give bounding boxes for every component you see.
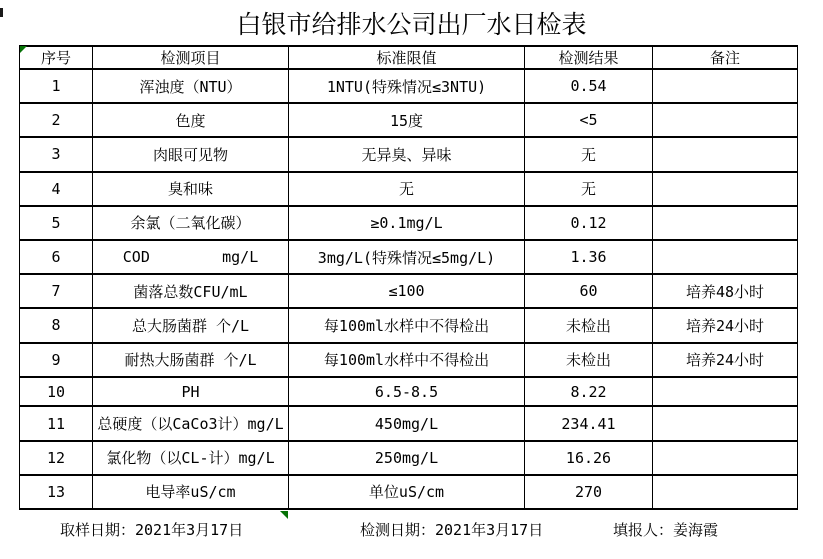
table-row <box>20 137 798 171</box>
cell-no[interactable]: 5 <box>20 206 93 240</box>
cell-no[interactable]: 6 <box>20 240 93 274</box>
cell-limit[interactable]: 无异臭、异味 <box>289 137 525 171</box>
table-row <box>20 377 798 407</box>
cell-limit[interactable]: 250mg/L <box>289 441 525 475</box>
table-row <box>20 240 798 274</box>
cell-limit[interactable]: 无 <box>289 172 525 206</box>
cell-item[interactable]: 菌落总数CFU/mL <box>93 274 289 308</box>
cell-note[interactable] <box>653 475 798 509</box>
cell-no[interactable]: 4 <box>20 172 93 206</box>
cell-no[interactable]: 2 <box>20 103 93 137</box>
cell-limit[interactable]: 6.5-8.5 <box>289 377 525 407</box>
header-cell[interactable]: 检测项目 <box>93 46 289 69</box>
table-row <box>20 46 798 69</box>
table-row <box>20 274 798 308</box>
cell-note[interactable]: 培养48小时 <box>653 274 798 308</box>
cell-item[interactable]: 浑浊度（NTU） <box>93 69 289 103</box>
cell-result[interactable]: 0.12 <box>525 206 653 240</box>
cell-result[interactable]: 未检出 <box>525 343 653 377</box>
table-row <box>20 172 798 206</box>
cell-result[interactable]: 60 <box>525 274 653 308</box>
cell-no[interactable]: 9 <box>20 343 93 377</box>
cell-limit[interactable]: 15度 <box>289 103 525 137</box>
cell-item[interactable]: 总硬度（以CaCo3计）mg/L <box>93 406 289 440</box>
table-row <box>20 308 798 342</box>
cell-no[interactable]: 10 <box>20 377 93 407</box>
cell-no[interactable]: 3 <box>20 137 93 171</box>
cell-limit[interactable]: 每100ml水样中不得检出 <box>289 343 525 377</box>
table-row <box>20 206 798 240</box>
cell-no[interactable]: 7 <box>20 274 93 308</box>
cell-result[interactable]: 无 <box>525 172 653 206</box>
cell-item[interactable]: 耐热大肠菌群 个/L <box>93 343 289 377</box>
table-row <box>20 103 798 137</box>
table-row <box>20 475 798 509</box>
cell-limit[interactable]: 450mg/L <box>289 406 525 440</box>
inspection-table <box>19 45 798 510</box>
cell-no[interactable]: 13 <box>20 475 93 509</box>
cell-limit[interactable]: 单位uS/cm <box>289 475 525 509</box>
cell-note[interactable]: 培养24小时 <box>653 308 798 342</box>
header-cell[interactable]: 检测结果 <box>525 46 653 69</box>
table-header-row <box>20 46 798 69</box>
cell-result[interactable]: 16.26 <box>525 441 653 475</box>
cell-item[interactable]: 臭和味 <box>93 172 289 206</box>
cell-limit[interactable]: 3mg/L(特殊情况≤5mg/L) <box>289 240 525 274</box>
cell-no[interactable]: 8 <box>20 308 93 342</box>
table-row <box>20 343 798 377</box>
cell-result[interactable]: <5 <box>525 103 653 137</box>
cell-item[interactable]: 总大肠菌群 个/L <box>93 308 289 342</box>
cell-item[interactable]: COD mg/L <box>93 240 289 274</box>
cell-note[interactable] <box>653 377 798 407</box>
test-date-text: 检测日期：2021年3月17日 <box>360 521 544 539</box>
sampling-date-text: 取样日期：2021年3月17日 <box>60 521 244 539</box>
cell-item[interactable]: 色度 <box>93 103 289 137</box>
cell-note[interactable] <box>653 206 798 240</box>
cell-limit[interactable]: 1NTU(特殊情况≤3NTU) <box>289 69 525 103</box>
cell-result[interactable]: 无 <box>525 137 653 171</box>
cell-result[interactable]: 8.22 <box>525 377 653 407</box>
reporter-text: 填报人：姜海霞 <box>613 521 719 539</box>
header-cell[interactable]: 备注 <box>653 46 798 69</box>
cell-note[interactable] <box>653 69 798 103</box>
cell-result[interactable]: 1.36 <box>525 240 653 274</box>
header-cell[interactable]: 标准限值 <box>289 46 525 69</box>
cell-note[interactable] <box>653 441 798 475</box>
cell-note[interactable] <box>653 240 798 274</box>
cell-result[interactable]: 234.41 <box>525 406 653 440</box>
cell-result[interactable]: 270 <box>525 475 653 509</box>
cell-limit[interactable]: 每100ml水样中不得检出 <box>289 308 525 342</box>
table-body <box>20 69 798 509</box>
page-title: 白银市给排水公司出厂水日检表 <box>236 10 587 39</box>
cell-note[interactable] <box>653 406 798 440</box>
table-row <box>20 406 798 440</box>
cell-note[interactable]: 培养24小时 <box>653 343 798 377</box>
cell-no[interactable]: 11 <box>20 406 93 440</box>
table-row <box>20 441 798 475</box>
table-row <box>20 69 798 103</box>
cell-note[interactable] <box>653 103 798 137</box>
cell-item[interactable]: 肉眼可见物 <box>93 137 289 171</box>
cell-limit[interactable]: ≤100 <box>289 274 525 308</box>
header-cell[interactable]: 序号 <box>20 46 93 69</box>
cell-item[interactable]: 氯化物（以CL-计）mg/L <box>93 441 289 475</box>
cell-item[interactable]: 余氯（二氧化碳） <box>93 206 289 240</box>
cell-result[interactable]: 0.54 <box>525 69 653 103</box>
cell-no[interactable]: 12 <box>20 441 93 475</box>
cell-item[interactable]: PH <box>93 377 289 407</box>
cell-result[interactable]: 未检出 <box>525 308 653 342</box>
cell-note[interactable] <box>653 137 798 171</box>
cell-comment-indicator-icon <box>280 511 288 519</box>
cell-note[interactable] <box>653 172 798 206</box>
cell-no[interactable]: 1 <box>20 69 93 103</box>
cell-limit[interactable]: ≥0.1mg/L <box>289 206 525 240</box>
cell-item[interactable]: 电导率uS/cm <box>93 475 289 509</box>
